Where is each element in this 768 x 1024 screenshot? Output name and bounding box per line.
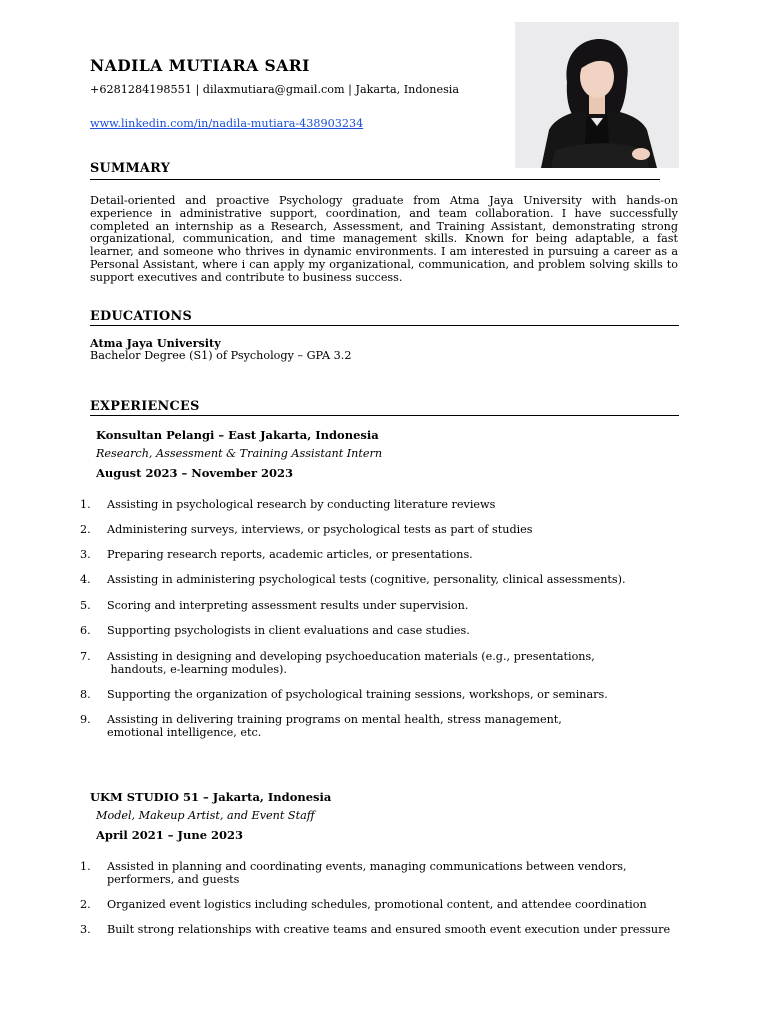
- list-item-text-line: emotional intelligence, etc.: [107, 725, 262, 739]
- education-degree: Bachelor Degree (S1) of Psychology – GPA 3.2: [90, 349, 352, 362]
- list-item-text: Administering surveys, interviews, or psychological tests as part of studies: [107, 523, 533, 536]
- summary-text: Detail-oriented and proactive Psychology graduate from Atma Jaya University with hands-on experience in administrative support, coordination, and team collaboration. I have successfully completed an internship as a Research, Assessment, and Training Assistant, demonstrating strong organizational, communication, and time management skills. Known for being adaptable, a fast learner, and someone who thrives in dynamic environments. I am interested in pursuing a career as a Personal Assistant, where i can apply my organizational, communication, and problem solving skills to support executives and contribute to business success.: [90, 194, 678, 284]
- list-item-number: 2.: [80, 898, 91, 911]
- education-school: Atma Jaya University: [90, 336, 221, 350]
- list-item-text-line: Assisted in planning and coordinating events, managing communications between vendors,: [107, 860, 627, 873]
- list-item-number: 7.: [80, 650, 91, 663]
- job-dates: August 2023 – November 2023: [96, 466, 294, 480]
- summary-divider: [90, 179, 660, 180]
- list-item-text-line: Assisting in designing and developing psychoeducation materials (e.g., presentations,: [107, 650, 595, 663]
- list-item-number: 5.: [80, 599, 91, 612]
- job-dates: April 2021 – June 2023: [96, 828, 244, 842]
- job-role: Model, Makeup Artist, and Event Staff: [96, 809, 315, 822]
- job-company: Konsultan Pelangi – East Jakarta, Indonesia: [96, 428, 379, 442]
- list-item-text-line: Assisting in delivering training programs on mental health, stress management,: [107, 713, 562, 726]
- list-item-text: Supporting psychologists in client evaluations and case studies.: [107, 624, 470, 637]
- education-divider: [90, 325, 679, 326]
- experience-divider: [90, 415, 679, 416]
- list-item-text: Assisting in psychological research by conducting literature reviews: [107, 498, 496, 511]
- profile-photo: [515, 22, 679, 168]
- list-item-text: Scoring and interpreting assessment results under supervision.: [107, 599, 469, 612]
- candidate-name: NADILA MUTIARA SARI: [90, 56, 310, 75]
- list-item-number: 4.: [80, 573, 91, 586]
- list-item-text: Preparing research reports, academic articles, or presentations.: [107, 548, 473, 561]
- list-item-text: Organized event logistics including schedules, promotional content, and attendee coordination: [107, 898, 647, 911]
- job-company: UKM STUDIO 51 – Jakarta, Indonesia: [90, 790, 332, 804]
- list-item-text: Supporting the organization of psychological training sessions, workshops, or seminars.: [107, 688, 608, 701]
- list-item-text-line: performers, and guests: [107, 872, 240, 886]
- experience-heading: EXPERIENCES: [90, 399, 200, 414]
- profile-photo-image: [515, 22, 679, 168]
- list-item-number: 6.: [80, 624, 91, 637]
- job-role: Research, Assessment & Training Assistant Intern: [96, 447, 383, 460]
- linkedin-link[interactable]: www.linkedin.com/in/nadila-mutiara-438903234: [90, 117, 364, 130]
- summary-heading: SUMMARY: [90, 161, 171, 176]
- education-heading: EDUCATIONS: [90, 309, 193, 324]
- list-item-number: 1.: [80, 498, 91, 511]
- list-item-text: Assisting in administering psychological tests (cognitive, personality, clinical assessments).: [107, 573, 626, 586]
- list-item-number: 2.: [80, 523, 91, 536]
- list-item-text: Built strong relationships with creative teams and ensured smooth event execution under pressure: [107, 923, 671, 936]
- list-item-text-line: handouts, e-learning modules).: [107, 662, 287, 676]
- list-item-text: [107, 651, 717, 677]
- list-item-text: [107, 714, 717, 740]
- list-item-number: 9.: [80, 713, 91, 726]
- list-item-number: 8.: [80, 688, 91, 701]
- list-item-number: 1.: [80, 860, 91, 873]
- list-item-text: [107, 861, 717, 887]
- list-item-number: 3.: [80, 548, 91, 561]
- contact-line: +6281284198551 | dilaxmutiara@gmail.com | Jakarta, Indonesia: [90, 83, 460, 96]
- list-item-number: 3.: [80, 923, 91, 936]
